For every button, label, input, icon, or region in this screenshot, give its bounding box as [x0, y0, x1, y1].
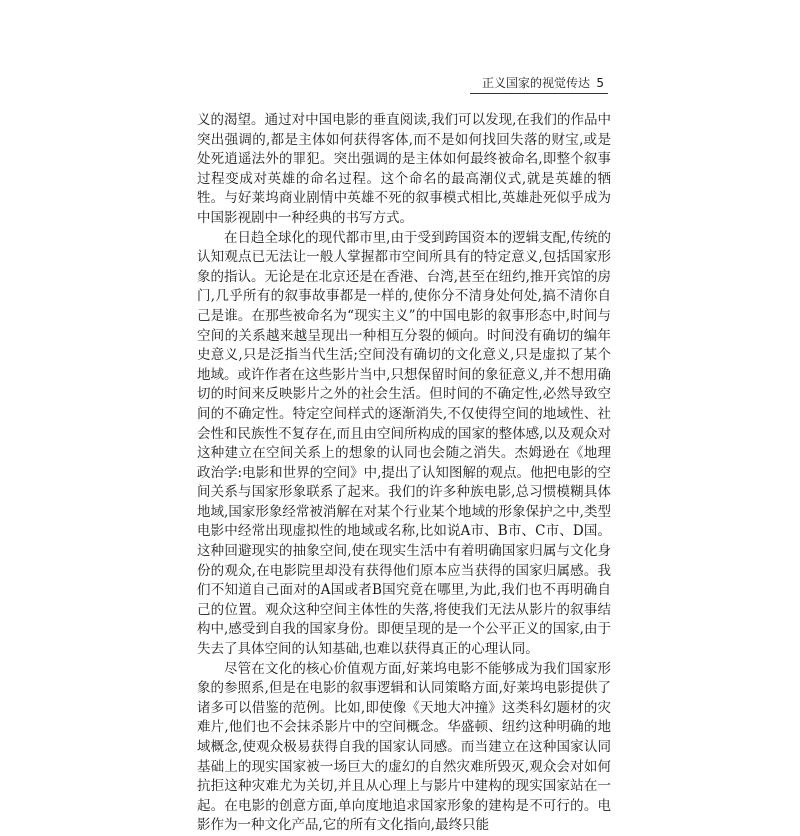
page-number: 5 — [596, 76, 604, 90]
paragraph: 在日趋全球化的现代都市里,由于受到跨国资本的逻辑支配,传统的认知观点已无法让一般人掌握都市空间所具有的特定意义,包括国家形象的指认。无论是在北京还是在香港、台湾,甚至在纽约,推开宾馆的房门,几乎所有的叙事故事都是一样的,使你分不清身处何处,搞不清你自己是谁。在那些被命名为“现实主义”的中国电影的叙事形态中,时间与空间的关系越来越呈现出一种相互分裂的倾向。时间没有确切的编年史意义,只是泛指当代生活;空间没有确切的文化意义,只是虚拟了某个地域。或许作者在这些影片当中,只想保留时间的象征意义,并不想用确切的时间来反映影片之外的社会生活。但时间的不确定性,必然导致空间的不确定性。特定空间样式的逐渐消失,不仅使得空间的地域性、社会性和民族性不复存在,而且由空间所构成的国家的整体感,以及观众对这种建立在空间关系上的想象的认同也会随之消失。杰姆逊在《地理政治学:电影和世界的空间》中,提出了认知图解的观点。他把电影的空间关系与国家形象联系了起来。我们的许多种族电影,总习惯模糊具体地域,国家形象经常被消解在对某个行业某个地域的形象保护之中,类型电影中经常出现虚拟性的地域或名称,比如说A市、B市、C市、D国。这种回避现实的抽象空间,使在现实生活中有着明确国家归属与文化身份的观众,在电影院里却没有获得他们原本应当获得的国家归属感。我们不知道自己面对的A国或者B国究竟在哪里,为此,我们也不再明确自己的位置。观众这种空间主体性的失落,将使我们无法从影片的叙事结构中,感受到自我的国家身份。即便呈现的是一个公平正义的国家,由于失去了具体空间的认知基础,也难以获得真正的心理认同。 — [197, 229, 611, 658]
body-text — [197, 111, 611, 836]
running-title: 正义国家的视觉传达 — [482, 76, 591, 90]
running-header — [470, 75, 608, 94]
paragraph-continued: 义的渴望。通过对中国电影的垂直阅读,我们可以发现,在我们的作品中突出强调的,都是主体如何获得客体,而不是如何找回失落的财宝,或是处死逍遥法外的罪犯。突出强调的是主体如何最终被命名,即整个叙事过程变成对英雄的命名过程。这个命名的最高潮仪式,就是英雄的牺牲。与好莱坞商业剧情中英雄不死的叙事模式相比,英雄赴死似乎成为中国影视剧中一种经典的书写方式。 — [197, 112, 611, 226]
paragraph: 尽管在文化的核心价值观方面,好莱坞电影不能够成为我们国家形象的参照系,但是在电影的叙事逻辑和认同策略方面,好莱坞电影提供了诸多可以借鉴的范例。比如,即使像《天地大冲撞》这类科幻题材的灾难片,他们也不会抹杀影片中的空间概念。华盛顿、纽约这种明确的地域概念,使观众极易获得自我的国家认同感。而当建立在这种国家认同基础上的现实国家被一场巨大的虚幻的自然灾难所毁灭,观众会对如何抗拒这种灾难尤为关切,并且从心理上与影片中建构的现实国家站在一起。在电影的创意方面,单向度地追求国家形象的建构是不可行的。电影作为一种文化产品,它的所有文化指向,最终只能 — [197, 660, 611, 834]
